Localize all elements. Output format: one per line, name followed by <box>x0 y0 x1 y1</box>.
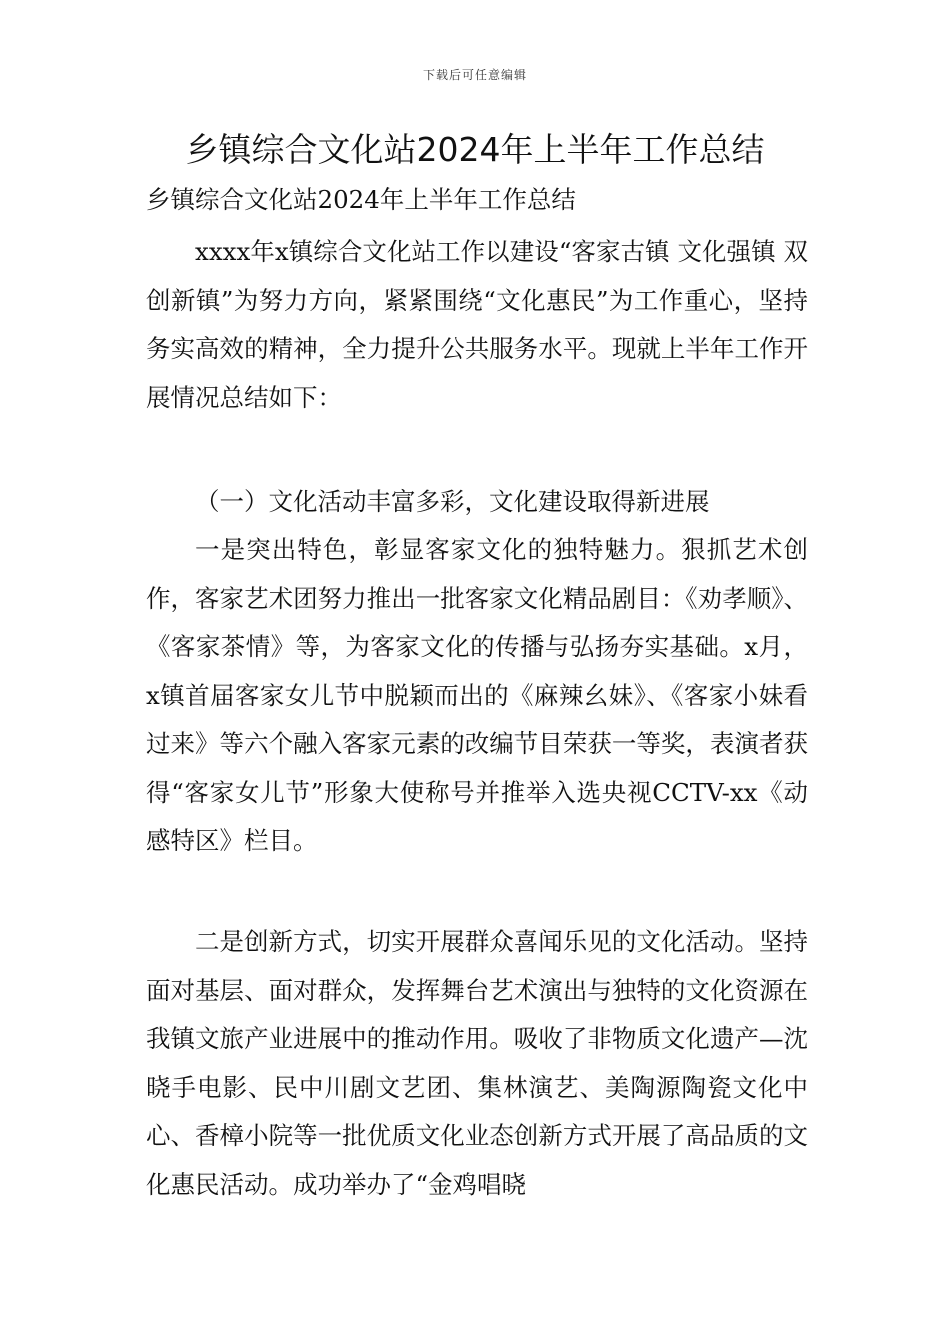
paragraph-2: 二是创新方式，切实开展群众喜闻乐见的文化活动。坚持面对基层、面对群众，发挥舞台艺术演出与独特的文化资源在我镇文旅产业进展中的推动作用。吸收了非物质文化遗产—沈晓手电影、民中川剧文艺团、集林演艺、美陶源陶瓷文化中心、香樟小院等一批优质文化业态创新方式开展了高品质的文化惠民活动。成功举办了“金鸡唱晓 <box>146 927 808 1199</box>
paragraph-1: 一是突出特色，彰显客家文化的独特魅力。狠抓艺术创作，客家艺术团努力推出一批客家文化精品剧目：《劝孝顺》、《客家茶情》等，为客家文化的传播与弘扬夯实基础。x月，x镇首届客家女儿节中脱颖而出的《麻辣幺妹》、《客家小妹看过来》等六个融入客家元素的改编节目荣获一等奖，表演者获得“客家女儿节”形象大使称号并推举入选央视CCTV-xx《动感特区》栏目。 <box>146 535 808 855</box>
document-title: 乡镇综合文化站2024年上半年工作总结 <box>185 130 765 169</box>
document-subtitle: 乡镇综合文化站2024年上半年工作总结 <box>146 185 576 214</box>
section-heading-1: （一）文化活动丰富多彩，文化建设取得新进展 <box>195 487 710 516</box>
header-note: 下载后可任意编辑 <box>422 68 527 82</box>
intro-paragraph: xxxx年x镇综合文化站工作以建设“客家古镇 文化强镇 双创新镇”为努力方向，紧紧围绕“文化惠民”为工作重心，坚持务实高效的精神，全力提升公共服务水平。现就上半年工作开展情况总结如下： <box>146 237 808 412</box>
